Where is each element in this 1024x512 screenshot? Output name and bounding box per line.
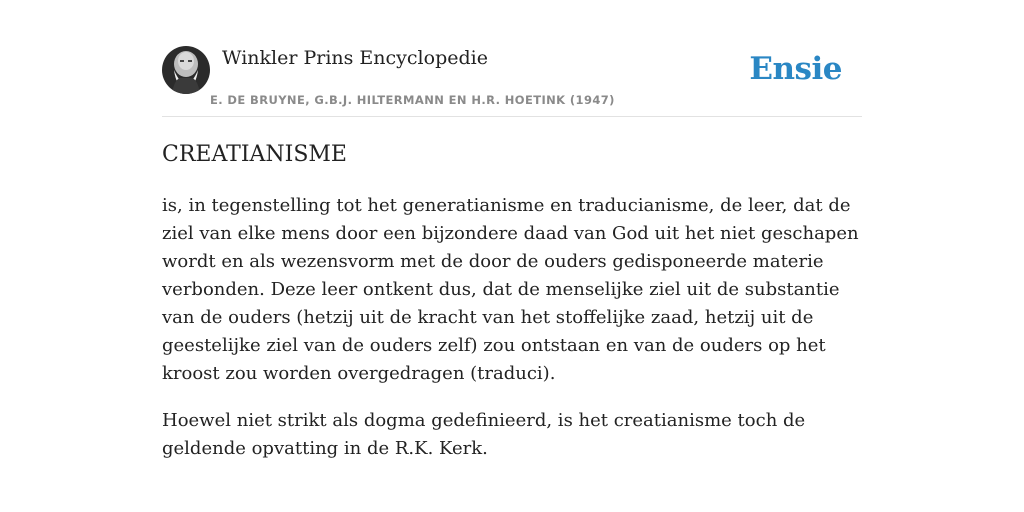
portrait-icon	[162, 46, 210, 94]
article-title: CREATIANISME	[162, 142, 347, 167]
article-paragraph: is, in tegenstelling tot het generatianisme en traducianisme, de leer, dat de ziel van elke mens door een bijzondere daad van God uit het niet geschapen wordt en als wezensvorm met de door de ouders gedisponeerde materie verbonden. Deze leer ontkent dus, dat de menselijke ziel uit de substantie van de ouders (hetzij uit de kracht van het stoffelijke zaad, hetzij uit de geestelijke ziel van de ouders zelf) zou ontstaan en van de ouders op het kroost zou worden overgedragen (traduci).	[162, 195, 859, 384]
source-title[interactable]: Winkler Prins Encyclopedie	[222, 47, 488, 69]
authors-line: E. DE BRUYNE, G.B.J. HILTERMANN EN H.R. HOETINK (1947)	[210, 93, 615, 107]
page-header	[162, 46, 862, 117]
article-paragraph: Hoewel niet strikt als dogma gedefinieerd, is het creatianisme toch de geldende opvatting in de R.K. Kerk.	[162, 410, 806, 459]
brand-logo[interactable]: Ensie	[749, 51, 842, 87]
author-avatar[interactable]	[162, 46, 210, 94]
article-body	[162, 192, 862, 482]
